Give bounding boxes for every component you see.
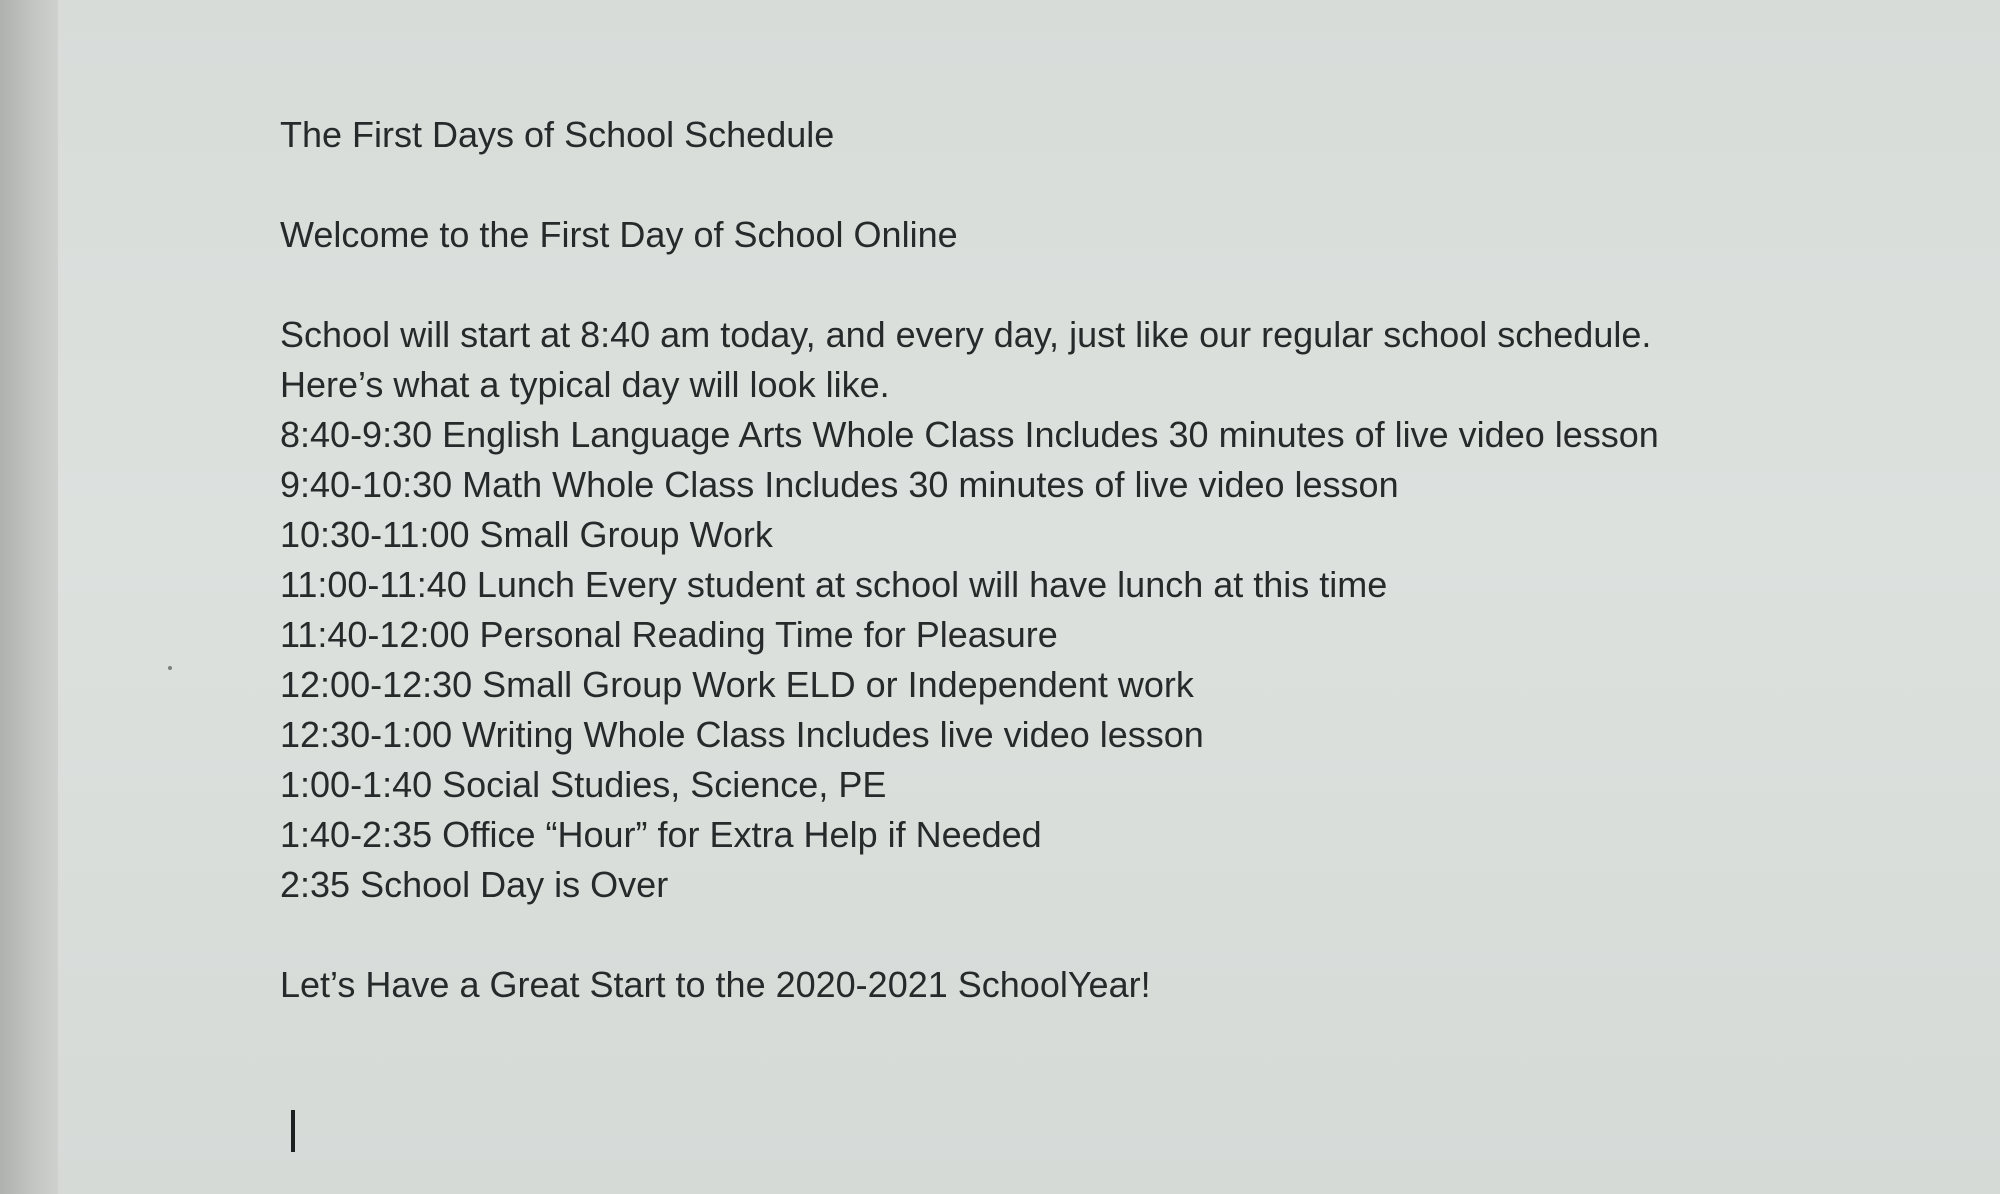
blank-line <box>280 160 1780 210</box>
schedule-item: 12:30-1:00 Writing Whole Class Includes live video lesson <box>280 714 1204 755</box>
schedule-item: 10:30-11:00 Small Group Work <box>280 514 773 555</box>
schedule-item: 11:00-11:40 Lunch Every student at school will have lunch at this time <box>280 564 1388 605</box>
schedule-item: 11:40-12:00 Personal Reading Time for Pleasure <box>280 614 1058 655</box>
welcome-line: Welcome to the First Day of School Online <box>280 214 958 255</box>
schedule-item: 2:35 School Day is Over <box>280 864 669 905</box>
schedule-item: 12:00-12:30 Small Group Work ELD or Independent work <box>280 664 1194 705</box>
blank-line <box>280 910 1780 960</box>
schedule-item: 8:40-9:30 English Language Arts Whole Class Includes 30 minutes of live video lesson <box>280 414 1659 455</box>
schedule-item: 1:00-1:40 Social Studies, Science, PE <box>280 764 887 805</box>
text-cursor <box>291 1110 295 1152</box>
document-title: The First Days of School Schedule <box>280 114 835 155</box>
intro-line: Here’s what a typical day will look like. <box>280 364 890 405</box>
intro-line: School will start at 8:40 am today, and every day, just like our regular school schedule. <box>280 314 1652 355</box>
schedule-item: 1:40-2:35 Office “Hour” for Extra Help if Needed <box>280 814 1042 855</box>
blank-line <box>280 260 1780 310</box>
schedule-item: 9:40-10:30 Math Whole Class Includes 30 minutes of live video lesson <box>280 464 1399 505</box>
closing-line: Let’s Have a Great Start to the 2020-2021 SchoolYear! <box>280 964 1151 1005</box>
screen-speck <box>168 666 172 670</box>
document-body[interactable] <box>280 110 1780 1010</box>
left-margin <box>0 0 58 1194</box>
